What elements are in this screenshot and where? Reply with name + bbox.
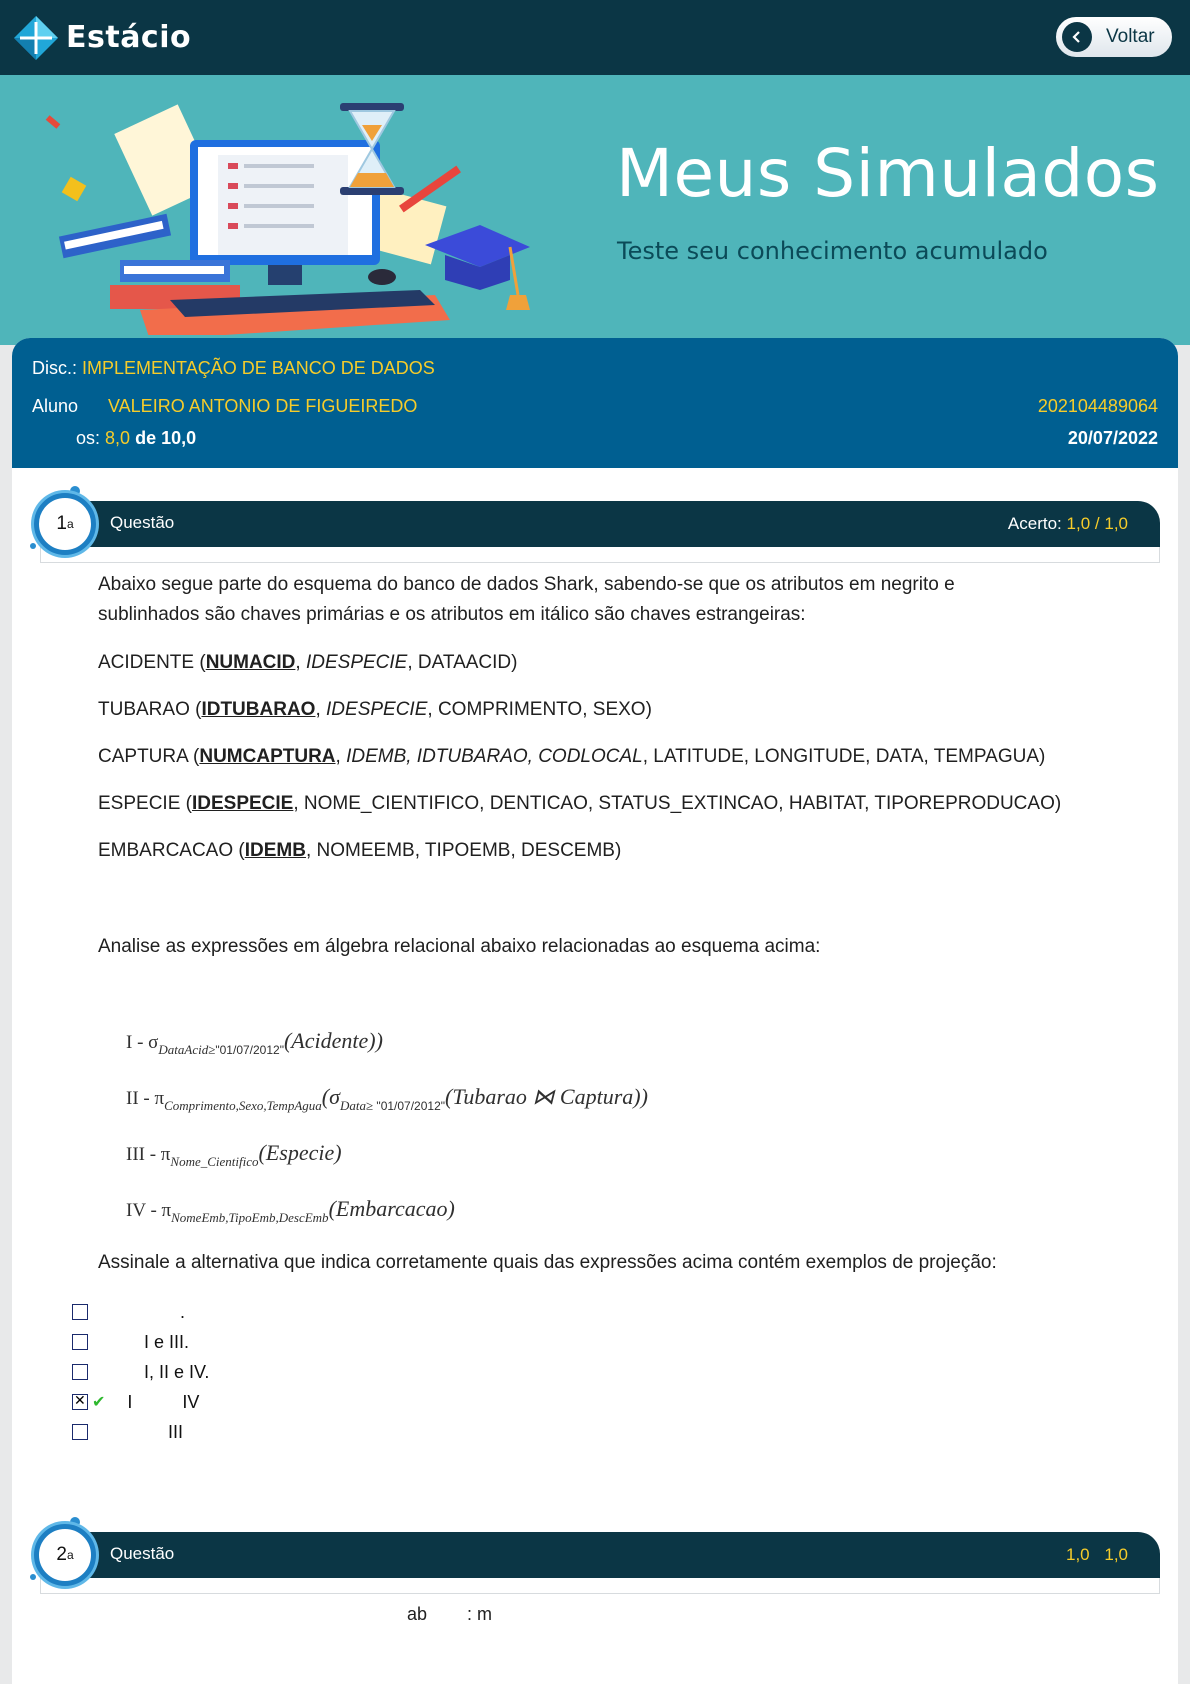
expression-subscript: DataAcid≥ [158, 1042, 216, 1057]
expression-1 [126, 1028, 383, 1058]
schema-primary-key: IDESPECIE [191, 793, 294, 814]
back-button[interactable] [1054, 15, 1174, 59]
question-2-number-badge [34, 1524, 96, 1586]
hits-label: os: [76, 428, 101, 448]
option-2[interactable] [72, 1331, 189, 1353]
schema-attributes: , COMPRIMENTO, SEXO) [427, 699, 652, 720]
schema-primary-key: NUMCAPTURA [199, 746, 336, 767]
question-1-intro: Abaixo segue parte do esquema do banco de dados Shark, sabendo-se que os atributos em negrito e sublinhados são chaves primárias e os atributos em itálico são chaves estrangeiras: [98, 574, 955, 625]
expression-2 [126, 1084, 648, 1114]
schema-attributes: , DATAACID) [407, 652, 518, 673]
question-1-label: Questão [110, 513, 175, 532]
option-text: III [168, 1421, 184, 1442]
question-2-score-total: 1,0 [1104, 1545, 1128, 1564]
schema-table-name: CAPTURA ( [98, 746, 200, 767]
hits-value: 8,0 [105, 428, 131, 448]
schema-attributes: , NOME_CIENTIFICO, DENTICAO, STATUS_EXTINCAO, HABITAT, TIPOREPRODUCAO) [293, 793, 1062, 814]
question-2-divider [40, 1578, 1160, 1594]
expression-prefix: I - σ [126, 1032, 159, 1053]
option-3[interactable] [72, 1361, 209, 1383]
student-row [32, 396, 1158, 417]
option-checkbox[interactable] [72, 1424, 88, 1440]
expression-argument: (Acidente)) [283, 1028, 383, 1053]
study-illustration-icon [40, 95, 580, 335]
analyze-instruction: Analise as expressões em álgebra relacional abaixo relacionadas ao esquema acima: [98, 936, 821, 957]
expression-argument: (Tubarao ⋈ Captura)) [445, 1084, 648, 1109]
hits-summary [76, 428, 196, 449]
results-card [12, 338, 1178, 1684]
question-1-score-label: Acerto: [1007, 514, 1062, 533]
question-2-score [1066, 1545, 1128, 1565]
expression-prefix: IV - π [126, 1200, 172, 1221]
option-text: I e III. [144, 1331, 190, 1352]
exam-date: 20/07/2022 [1067, 428, 1158, 448]
question-2-score-value: 1,0 [1065, 1545, 1090, 1564]
schema-primary-key: IDTUBARAO [201, 699, 316, 720]
student-info-band [12, 338, 1178, 468]
expression-argument: (Embarcacao) [328, 1196, 455, 1221]
expression-subscript-literal: "01/07/2012" [215, 1043, 284, 1057]
expression-4 [126, 1196, 455, 1226]
question-1-score-value: 1,0 [1066, 514, 1091, 533]
schema-table-name: ESPECIE ( [98, 793, 192, 814]
question-1-score-total: 1,0 [1104, 514, 1128, 533]
expression-argument: (Especie) [258, 1140, 342, 1165]
expression-subscript: Nome_Cientifico [170, 1154, 259, 1169]
expression-subscript: Data≥ [339, 1098, 374, 1113]
schema-primary-key: IDEMB [244, 840, 306, 861]
chevron-left-icon [1062, 22, 1092, 52]
hero-subtitle: Teste seu conhecimento acumulado [617, 237, 1048, 265]
correct-check-icon: ✔ [92, 1394, 106, 1411]
schema-foreign-key: IDESPECIE [305, 652, 408, 673]
expression-prefix: II - π [126, 1088, 165, 1109]
question-1-number: 1 [56, 513, 67, 534]
question-2-number: 2 [56, 1544, 67, 1565]
discipline-row [32, 358, 1158, 379]
hero-banner [0, 75, 1190, 345]
option-5[interactable] [72, 1421, 183, 1443]
option-text: I, II e IV. [144, 1361, 210, 1382]
schema-captura [98, 746, 1045, 768]
schema-table-name: ACIDENTE ( [98, 652, 206, 673]
question-2-label: Questão [110, 1544, 175, 1563]
question-1-ordinal: a [66, 517, 74, 531]
schema-foreign-key: IDEMB, IDTUBARAO, CODLOCAL [346, 746, 643, 767]
discipline-label: Disc.: [32, 358, 77, 378]
student-name: VALEIRO ANTONIO DE FIGUEIREDO [108, 396, 418, 416]
bubble-decor-icon [30, 543, 36, 549]
option-4[interactable] [72, 1391, 199, 1413]
schema-primary-key: NUMACID [205, 652, 296, 673]
question-1-number-badge [34, 493, 96, 555]
student-label: Aluno [32, 396, 79, 416]
question-2-ordinal: a [66, 1548, 74, 1562]
option-checkbox[interactable] [72, 1304, 88, 1320]
expression-subscript: NomeEmb,TipoEmb,DescEmb [171, 1210, 329, 1225]
schema-attributes: , NOMEEMB, TIPOEMB, DESCEMB) [305, 840, 622, 861]
expression-subscript: Comprimento,Sexo,TempAgua [164, 1098, 322, 1113]
schema-table-name: TUBARAO ( [98, 699, 202, 720]
schema-especie [98, 793, 1061, 815]
question-1-score [1008, 514, 1128, 534]
question-2-text-fragment: ab : m [407, 1604, 493, 1624]
back-button-label: Voltar [1106, 26, 1155, 47]
option-checkbox-checked[interactable] [72, 1394, 88, 1410]
option-checkbox[interactable] [72, 1334, 88, 1350]
estacio-logo-icon [12, 14, 60, 62]
hero-title: Meus Simulados [616, 135, 1160, 212]
question-1-divider [40, 547, 1160, 563]
schema-foreign-key: IDESPECIE [326, 699, 428, 720]
option-checkbox[interactable] [72, 1364, 88, 1380]
question-2-header [40, 1532, 1160, 1578]
question-1-score-sep: / [1094, 514, 1100, 533]
option-text: I IV [127, 1391, 200, 1412]
option-text: . [180, 1301, 186, 1322]
expression-subscript-literal: "01/07/2012" [373, 1099, 446, 1113]
question-1-prompt: Assinale a alternativa que indica corretamente quais das expressões acima contém exemplos de projeção: [98, 1252, 997, 1273]
student-id: 202104489064 [1037, 396, 1158, 416]
bubble-decor-icon [30, 1574, 36, 1580]
schema-table-name: EMBARCACAO ( [98, 840, 245, 861]
schema-attributes: , LATITUDE, LONGITUDE, DATA, TEMPAGUA) [642, 746, 1046, 767]
option-1[interactable] [72, 1301, 185, 1323]
schema-tubarao [98, 699, 652, 721]
expression-prefix: III - π [126, 1144, 171, 1165]
expression-3 [126, 1140, 342, 1170]
question-1-header [40, 501, 1160, 547]
schema-sep: , [315, 699, 327, 720]
hits-total: de 10,0 [135, 428, 197, 448]
expression-open: (σ [321, 1084, 340, 1109]
brand-name: Estácio [66, 20, 192, 55]
schema-acidente [98, 652, 517, 674]
schema-sep: , [295, 652, 306, 673]
schema-sep: , [335, 746, 347, 767]
discipline-value: IMPLEMENTAÇÃO DE BANCO DE DADOS [82, 358, 435, 378]
schema-embarcacao [98, 840, 621, 862]
top-bar [0, 0, 1190, 75]
